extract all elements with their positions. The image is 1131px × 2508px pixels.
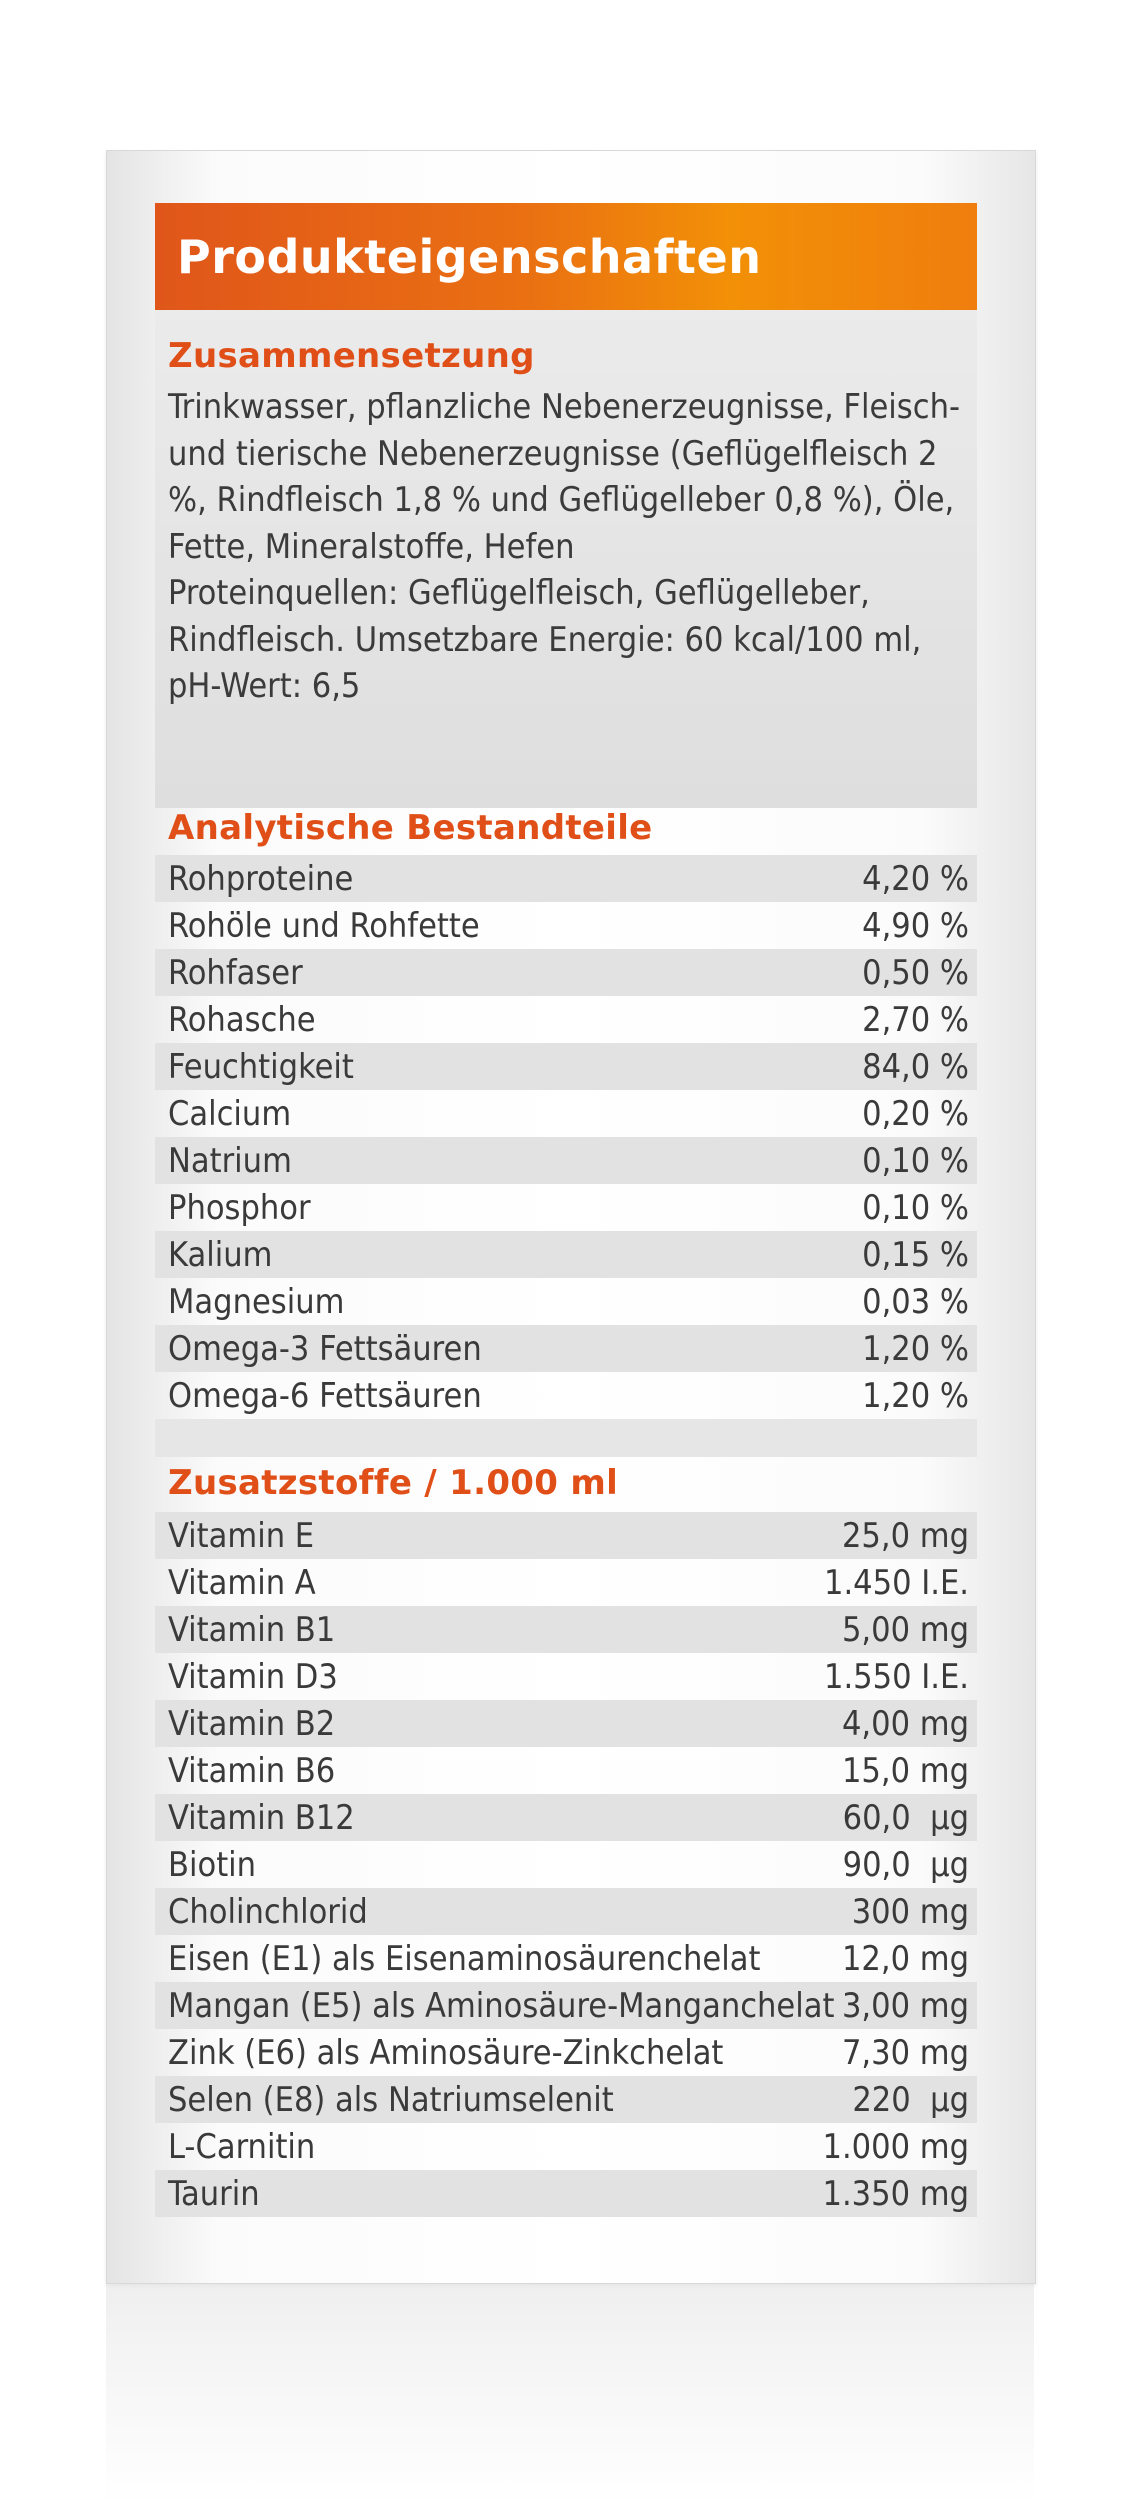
row-value: 0,50 % [862,952,969,993]
row-value: 0,03 % [862,1281,969,1322]
row-label: Cholinchlorid [168,1891,368,1932]
row-label: Rohöle und Rohfette [168,905,480,946]
row-label: Vitamin D3 [168,1656,338,1697]
row-label: Rohproteine [168,858,354,899]
row-label: Feuchtigkeit [168,1046,354,1087]
table-row [155,2076,977,2123]
row-label: Vitamin A [168,1562,316,1603]
page-title: Produkteigenschaften [177,229,762,284]
row-label: Vitamin B12 [168,1797,355,1838]
table-row [155,1653,977,1700]
row-label: Phosphor [168,1187,311,1228]
composition-title: Zusammensetzung [168,336,535,376]
row-value: 1,20 % [862,1375,969,1416]
table-row [155,1841,977,1888]
row-value: 7,30 mg [841,2032,969,2073]
table-row [155,855,977,902]
row-label: Vitamin B1 [168,1609,336,1650]
table-row [155,1559,977,1606]
row-value: 4,90 % [862,905,969,946]
section-divider [155,1419,977,1457]
row-value: 2,70 % [862,999,969,1040]
row-value: 0,20 % [862,1093,969,1134]
row-label: Selen (E8) als Natriumselenit [168,2079,614,2120]
composition-text [168,384,968,710]
table-row [155,996,977,1043]
row-value: 3,00 mg [841,1985,969,2026]
table-row [155,1184,977,1231]
table-row [155,1325,977,1372]
row-value: 5,00 mg [841,1609,969,1650]
composition-paragraph: Trinkwasser, pflanzliche Nebenerzeugnisse, Fleisch- und tierische Nebenerzeugnisse (Geflügelfleisch 2 %, Rindfleisch 1,8 % und Geflügelleber 0,8 %), Öle, Fette, Mineralstoffe, Hefen [168,387,960,567]
row-value: 1.450 I.E. [823,1562,969,1603]
table-row [155,1278,977,1325]
row-label: Vitamin B2 [168,1703,336,1744]
row-label: Biotin [168,1844,257,1885]
row-value: 1.350 mg [822,2173,969,2214]
row-label: Natrium [168,1140,292,1181]
row-value: 1.550 I.E. [823,1656,969,1697]
row-label: Magnesium [168,1281,345,1322]
table-row [155,1982,977,2029]
row-value: 25,0 mg [841,1515,969,1556]
row-value: 12,0 mg [841,1938,969,1979]
row-value: 1.000 mg [822,2126,969,2167]
row-value: 4,00 mg [841,1703,969,1744]
row-label: L-Carnitin [168,2126,316,2167]
panel-reflection [106,2284,1034,2504]
table-row [155,2123,977,2170]
row-value: 15,0 mg [841,1750,969,1791]
row-value: 300 mg [851,1891,969,1932]
row-value: 84,0 % [862,1046,969,1087]
analytical-table [155,855,977,1419]
row-value: 1,20 % [862,1328,969,1369]
row-label: Vitamin E [168,1515,315,1556]
row-value: 0,10 % [862,1140,969,1181]
table-row [155,949,977,996]
additives-title: Zusatzstoffe / 1.000 ml [168,1463,619,1503]
table-row [155,1512,977,1559]
row-label: Rohasche [168,999,316,1040]
row-value: 90,0 µg [842,1844,969,1885]
table-row [155,1888,977,1935]
table-row [155,1137,977,1184]
row-value: 4,20 % [862,858,969,899]
table-row [155,902,977,949]
row-value: 220 µg [852,2079,969,2120]
table-row [155,1043,977,1090]
row-label: Kalium [168,1234,273,1275]
header-banner [155,203,977,310]
row-label: Mangan (E5) als Aminosäure-Manganchelat [168,1985,835,2026]
composition-paragraph: Proteinquellen: Geflügelfleisch, Geflügelleber, Rindfleisch. Umsetzbare Energie: 60 kcal/100 ml, pH-Wert: 6,5 [168,573,922,706]
analytical-title: Analytische Bestandteile [168,808,653,848]
table-row [155,2170,977,2217]
row-value: 0,15 % [862,1234,969,1275]
row-label: Zink (E6) als Aminosäure-Zinkchelat [168,2032,724,2073]
table-row [155,1606,977,1653]
table-row [155,1231,977,1278]
table-row [155,1700,977,1747]
table-row [155,1090,977,1137]
row-value: 0,10 % [862,1187,969,1228]
row-label: Omega-3 Fettsäuren [168,1328,482,1369]
row-label: Vitamin B6 [168,1750,336,1791]
table-row [155,1747,977,1794]
row-value: 60,0 µg [842,1797,969,1838]
row-label: Calcium [168,1093,292,1134]
table-row [155,2029,977,2076]
row-label: Rohfaser [168,952,303,993]
additives-table [155,1512,977,2217]
table-row [155,1372,977,1419]
row-label: Omega-6 Fettsäuren [168,1375,482,1416]
row-label: Eisen (E1) als Eisenaminosäurenchelat [168,1938,761,1979]
row-label: Taurin [168,2173,260,2214]
table-row [155,1794,977,1841]
table-row [155,1935,977,1982]
